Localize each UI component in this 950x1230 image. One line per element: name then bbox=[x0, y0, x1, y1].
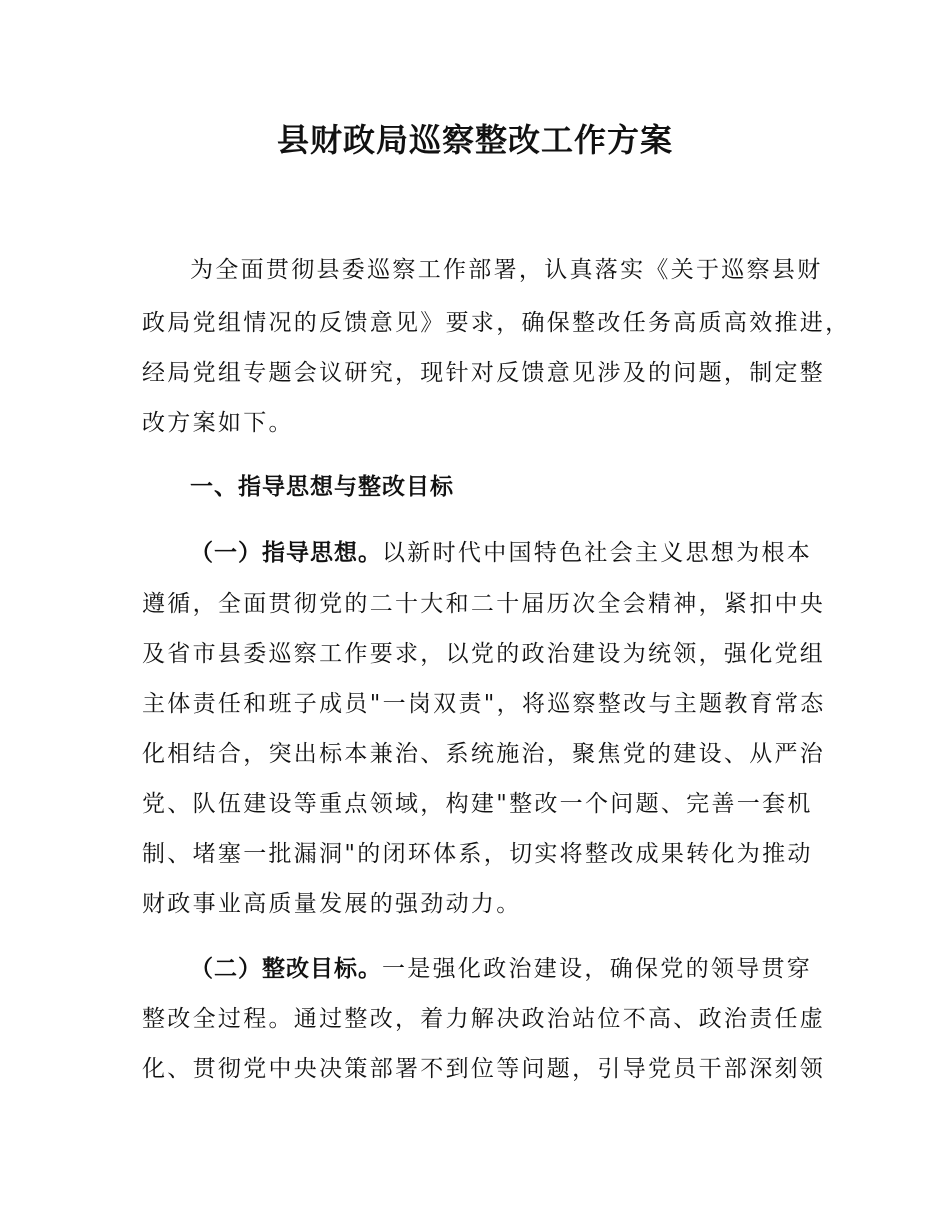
item1-line-7: 制、堵塞一批漏洞"的闭环体系，切实将整改成果转化为推动 bbox=[142, 841, 813, 867]
item1-line-2: 遵循，全面贯彻党的二十大和二十届历次全会精神，紧扣中央 bbox=[142, 591, 826, 617]
item2-lead: （二）整改目标。 bbox=[190, 956, 382, 982]
item2-first-line bbox=[190, 952, 812, 986]
intro-line-2: 政局党组情况的反馈意见》要求，确保整改任务高质高效推进， bbox=[142, 310, 851, 336]
item1-line-4: 主体责任和班子成员"一岗双责"，将巡察整改与主题教育常态 bbox=[142, 691, 826, 717]
section-heading: 一、指导思想与整改目标 bbox=[190, 474, 454, 500]
intro-line-3: 经局党组专题会议研究，现针对反馈意见涉及的问题，制定整 bbox=[142, 360, 826, 386]
item1-first-line bbox=[190, 536, 812, 570]
document-title: 县财政局巡察整改工作方案 bbox=[276, 121, 673, 159]
item1-line-6: 党、队伍建设等重点领域，构建"整改一个问题、完善一套机 bbox=[142, 791, 813, 817]
item2-first-line-text: 一是强化政治建设，确保党的领导贯穿 bbox=[382, 956, 813, 982]
intro-line-1: 为全面贯彻县委巡察工作部署，认真落实《关于巡察县财 bbox=[190, 257, 823, 283]
item2-line-3: 化、贯彻党中央决策部署不到位等问题，引导党员干部深刻领 bbox=[142, 1056, 826, 1082]
item1-lead: （一）指导思想。 bbox=[190, 540, 382, 566]
item1-line-5: 化相结合，突出标本兼治、系统施治，聚焦党的建设、从严治 bbox=[142, 741, 826, 767]
item1-line-8: 财政事业高质量发展的强劲动力。 bbox=[142, 891, 522, 917]
item1-first-line-text: 以新时代中国特色社会主义思想为根本 bbox=[382, 540, 813, 566]
item1-line-3: 及省市县委巡察工作要求，以党的政治建设为统领，强化党组 bbox=[142, 641, 826, 667]
item2-line-2: 整改全过程。通过整改，着力解决政治站位不高、政治责任虚 bbox=[142, 1006, 826, 1032]
intro-line-4: 改方案如下。 bbox=[142, 410, 294, 436]
